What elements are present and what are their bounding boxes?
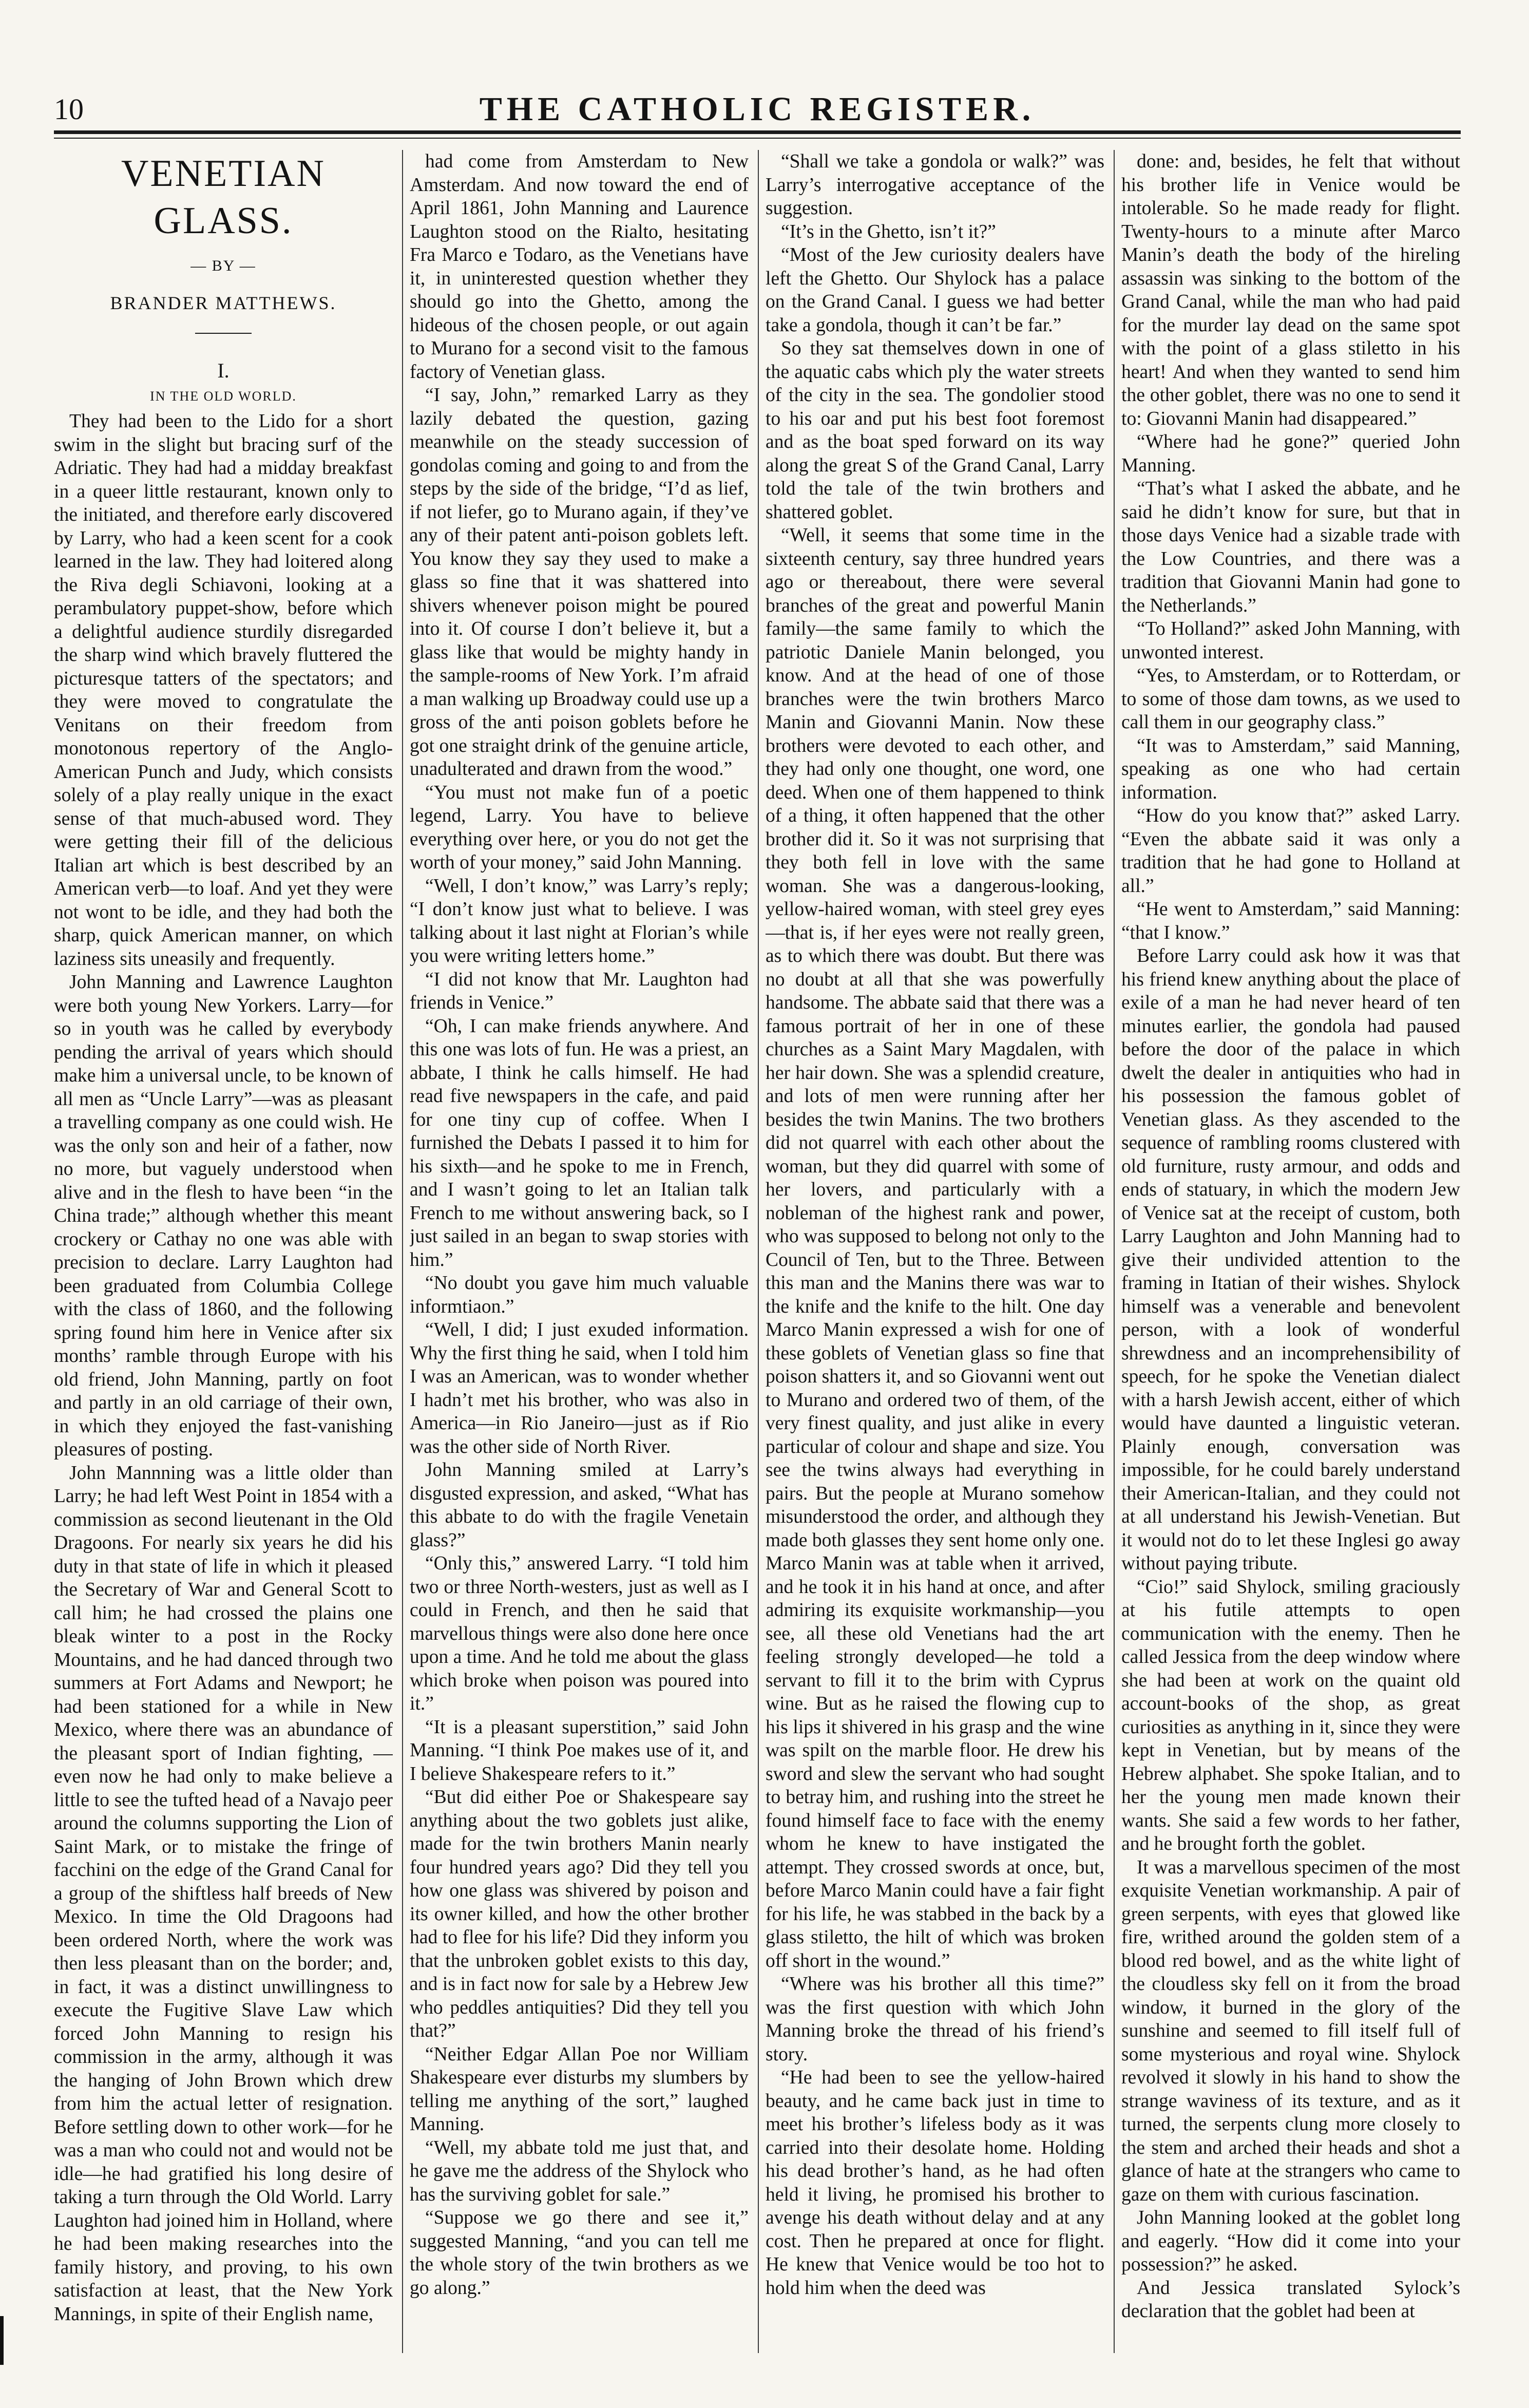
- paragraph: And Jessica translated Sylock’s declaration that the goblet had been at: [1121, 2277, 1460, 2322]
- paragraph: “Suppose we go there and see it,” suggested Manning, “and you can tell me the whole story of the twin brothers as we go along.”: [410, 2207, 749, 2299]
- paragraph: “You must not make fun of a poetic legend, Larry. You have to believe everything over here, or you do not get the worth of your money,” said John Manning.: [410, 782, 749, 873]
- author-name: BRANDER MATTHEWS.: [110, 293, 337, 313]
- paragraph: “No doubt you gave him much valuable informtiaon.”: [410, 1273, 749, 1317]
- column-1: [54, 150, 393, 2353]
- paragraph: “Most of the Jew curiosity dealers have left the Ghetto. Our Shylock has a palace on the Grand Canal. I guess we had better take a gondola, though it can’t be far.”: [766, 244, 1104, 336]
- paragraph: John Mannning was a little older than Larry; he had left West Point in 1854 with a commission as second lieutenant in the Old Dragoons. For nearly six years he did his duty in that state of life in which it pleased the Secretary of War and General Scott to call him; he had crossed the plains one bleak winter to a post in the Rocky Mountains, and he had danced through two summers at Fort Adams and Newport; he had been stationed for a while in New Mexico, where there was an abundance of the pleasant sport of Indian fighting, —even now he had only to make believe a little to see the tufted head of a Navajo peer around the columns supporting the Lion of Saint Mark, or to mistake the fringe of facchini on the edge of the Grand Canal for a group of the shiftless half breeds of New Mexico. In time the Old Dragoons had been ordered North, where the work was then less pleasant than on the border; and, in fact, it was a distinct unwillingness to execute the Fugitive Slave Law which forced John Manning to resign his commission in the army, although it was the hanging of John Brown which drew from him the actual letter of resignation. Before settling down to other work—for he was a man who could not and would not be idle—he had gratified his long desire of taking a turn through the Old World. Larry Laughton had joined him in Holland, where he had been making researches into the family history, and proving, to his own satisfaction at least, that the New York Mannings, in spite of their English name,: [54, 1462, 393, 2325]
- paragraph: John Manning looked at the goblet long and eagerly. “How did it come into your possession?” he asked.: [1121, 2207, 1460, 2275]
- paragraph: “I did not know that Mr. Laughton had friends in Venice.”: [410, 969, 749, 1013]
- column-body: [1121, 150, 1460, 2323]
- paragraph: “Neither Edgar Allan Poe nor William Shakespeare ever disturbs my slumbers by telling me anything of the sort,” laughed Manning.: [410, 2043, 749, 2135]
- paragraph: “I say, John,” remarked Larry as they lazily debated the question, gazing meanwhile on the steady succession of gondolas coming and going to and from the steps by the side of the bridge, “I’d as lief, if not liefer, go to Murano again, if they’ve any of their patent anti-poison goblets left. You know they say they used to make a glass so fine that it was shattered into shivers whenever poison might be poured into it. Of course I don’t believe it, but a glass like that would be mighty handy in the sample-rooms of New York. I’m afraid a man walking up Broadway could use up a gross of the anti poison goblets before he got one straight drink of the genuine article, unadulterated and drawn from the wood.”: [410, 385, 749, 780]
- paragraph: “But did either Poe or Shakespeare say anything about the two goblets just alike, made for the twin brothers Manin nearly four hundred years ago? Did they tell you how one glass was shivered by poison and its owner killed, and how the other brother had to flee for his life? Did they inform you that the unbroken goblet exists to this day, and is in fact now for sale by a Hebrew Jew who peddles antiquities? Did they tell you that?”: [410, 1787, 749, 2041]
- title-divider: [195, 333, 252, 334]
- margin-mark: [0, 2316, 4, 2365]
- paragraph: It was a marvellous specimen of the most exquisite Venetian workmanship. A pair of green serpents, with eyes that glowed like fire, writhed around the golden stem of a blood red bowel, and as the white light of the cloudless sky fell on it from the broad window, it burned in the glory of the sunshine and seemed to fill itself full of some mysterious and royal wine. Shylock revolved it slowly in his hand to show the strange waviness of its texture, and as it turned, the serpents clung more closely to the stem and arched their heads and shot a glance of hate at the strangers who came to gaze on them with curious fascination.: [1121, 1856, 1460, 2205]
- paragraph: “Shall we take a gondola or walk?” was Larry’s interrogative acceptance of the suggestion.: [766, 151, 1104, 219]
- column-2: [410, 150, 749, 2353]
- paragraph: “To Holland?” asked John Manning, with unwonted interest.: [1121, 618, 1460, 663]
- masthead: [54, 91, 1461, 127]
- column-divider: [402, 150, 403, 2353]
- paragraph: John Manning and Lawrence Laughton were both young New Yorkers. Larry—for so in youth was he called by everybody pending the arrival of years which should make him a universal uncle, to be known of all men as “Uncle Larry”—was as pleasant a travelling company as one could wish. He was the only son and heir of a father, now no more, but vaguely understood when alive and in the flesh to have been “in the China trade;” although whether this meant crockery or Cathay no one was able with precision to declare. Larry Laughton had been graduated from Columbia College with the class of 1860, and the following spring found him here in Venice after six months’ ramble through Europe with his old friend, John Manning, partly on foot and partly in an old carriage of their own, in which they enjoyed the fast-vanishing pleasures of posting.: [54, 972, 393, 1460]
- paragraph: “Well, I don’t know,” was Larry’s reply; “I don’t know just what to believe. I was talking about it last night at Florian’s while you were writing letters home.”: [410, 875, 749, 966]
- publication-title: THE CATHOLIC REGISTER.: [479, 90, 1036, 128]
- article-title: VENETIAN GLASS.: [121, 153, 326, 242]
- column-3: [766, 150, 1104, 2353]
- paragraph: So they sat themselves down in one of the aquatic cabs which ply the water streets of the city in the sea. The gondolier stood to his oar and put his best foot foremost and as the boat sped forward on its way along the great S of the Grand Canal, Larry told the tale of the twin brothers and shattered goblet.: [766, 338, 1104, 523]
- paragraph: “It was to Amsterdam,” said Manning, speaking as one who had certain information.: [1121, 735, 1460, 803]
- paragraph: “That’s what I asked the abbate, and he said he didn’t know for sure, but that in those days Venice had a sizable trade with the Low Countries, and there was a tradition that Giovanni Manin had gone to the Netherlands.”: [1121, 478, 1460, 616]
- paragraph: “He had been to see the yellow-haired beauty, and he came back just in time to meet his brother’s lifeless body as it was carried into their desolate home. Holding his dead brother’s hand, as he had often held it living, he promised his brother to avenge his death without delay and at any cost. Then he prepared at once for flight. He knew that Venice would be too hot to hold him when the deed was: [766, 2067, 1104, 2299]
- column-4: [1121, 150, 1460, 2353]
- masthead-rule: [54, 130, 1461, 134]
- section-title: IN THE OLD WORLD.: [150, 389, 297, 404]
- paragraph: “Where had he gone?” queried John Manning.: [1121, 431, 1460, 476]
- paragraph: “Well, I did; I just exuded information. Why the first thing he said, when I told him I was an American, was to wonder whether I hadn’t met his brother, who was also in America—in Rio Janeiro—just as if Rio was the other side of North River.: [410, 1319, 749, 1457]
- byline-by: — BY —: [190, 257, 256, 274]
- paragraph: “Yes, to Amsterdam, or to Rotterdam, or to some of those dam towns, as we used to call them in our geography class.”: [1121, 665, 1460, 733]
- paragraph: “It’s in the Ghetto, isn’t it?”: [781, 221, 996, 242]
- paragraph: “It is a pleasant superstition,” said John Manning. “I think Poe makes use of it, and I believe Shakespeare refers to it.”: [410, 1716, 749, 1785]
- column-body: [766, 150, 1104, 2300]
- column-divider: [1114, 150, 1115, 2353]
- page-number: 10: [54, 92, 84, 126]
- paragraph: “Well, my abbate told me just that, and he gave me the address of the Shylock who has the surviving goblet for sale.”: [410, 2137, 749, 2205]
- paragraph: done: and, besides, he felt that without his brother life in Venice would be intolerable. So he made ready for flight. Twenty-hours to a minute after Marco Manin’s death the body of the hireling assassin was sinking to the bottom of the Grand Canal, while the man who had paid for the murder lay dead on the same spot with the point of a glass stiletto in his heart! And when they wanted to send him the other goblet, there was no one to send it to: Giovanni Manin had disappeared.”: [1121, 151, 1460, 429]
- column-body: [54, 410, 393, 2326]
- paragraph: They had been to the Lido for a short swim in the slight but bracing surf of the Adriatic. They had had a midday breakfast in a queer little restaurant, known only to the initiated, and therefore early discovered by Larry, who had a keen scent for a cook learned in the law. They had loitered along the Riva degli Schiavoni, looking at a perambulatory puppet-show, before which a delightful audience sturdily disregarded the sharp wind which bravely fluttered the picturesque tatters of the spectators; and they were moved to congratulate the Venitans on their freedom from monotonous repertory of the Anglo-American Punch and Judy, which consists solely of a play really unique in the exact sense of that much-abused word. They were getting their fill of the delicious Italian art which is best described by an American verb—to loaf. And yet they were not wont to be idle, and they had both the sharp, quick American manner, on which laziness sits uneasily and frequently.: [54, 411, 393, 970]
- masthead-rule-thin: [54, 138, 1461, 139]
- paragraph: “He went to Amsterdam,” said Manning: “that I know.”: [1121, 899, 1460, 943]
- paragraph: “Cio!” said Shylock, smiling graciously at his futile attempts to open communication with the enemy. Then he called Jessica from the deep window where she had been at work on the quaint old account-books of the shop, as great curiosities as anything in it, since they were kept in Venetian, but by means of the Hebrew alphabet. She spoke Italian, and to her the young men made known their wants. She said a few words to her father, and he brought forth the goblet.: [1121, 1576, 1460, 1854]
- paragraph: John Manning smiled at Larry’s disgusted expression, and asked, “What has this abbate to do with the fragile Venetain glass?”: [410, 1459, 749, 1551]
- paragraph: Before Larry could ask how it was that his friend knew anything about the place of exile of a man he had never heard of ten minutes earlier, the gondola had paused before the door of the palace in which dwelt the dealer in antiquities who had in his possession the famous goblet of Venetian glass. As they ascended to the sequence of rambling rooms clustered with old furniture, rusty armour, and odds and ends of statuary, in which the modern Jew of Venice sat at the receipt of custom, both Larry Laughton and John Manning had to give their undivided attention to the framing in Itatian of their wishes. Shylock himself was a venerable and benevolent person, with a look of wonderful shrewdness and an incomprehensibility of speech, for he spoke the Venetian dialect with a harsh Jewish accent, either of which would have daunted a linguistic veteran. Plainly enough, conversation was impossible, for he could barely understand their American-Italian, and they could not at all understand his Jewish-Venetian. But it would not do to let these Inglesi go away without paying tribute.: [1121, 945, 1460, 1574]
- paragraph: “How do you know that?” asked Larry. “Even the abbate said it was only a tradition that he had gone to Holland at all.”: [1121, 805, 1460, 897]
- paragraph: “Well, it seems that some time in the sixteenth century, say three hundred years ago or thereabout, there were several branches of the great and powerful Manin family—the same family to which the patriotic Daniele Manin belonged, you know. And at the head of one of those branches were the twin brothers Marco Manin and Giovanni Manin. Now these brothers were devoted to each other, and they had only one thought, one word, one deed. When one of them happened to think of a thing, it often happened that the other brother did it. So it was not surprising that they both fell in love with the same woman. She was a dangerous-looking, yellow-haired woman, with steel grey eyes—that is, if her eyes were not really green, as to which there was doubt. But there was no doubt at all that she was powerfully handsome. The abbate said that there was a famous portrait of her in one of these churches as a Saint Mary Magdalen, with her hair down. She was a splendid creature, and lots of men were running after her besides the twin Manins. The two brothers did not quarrel with each other about the woman, but they did quarrel with some of her lovers, and particularly with a nobleman of the highest rank and power, who was supposed to belong not only to the Council of Ten, but to the Three. Between this man and the Manins there was war to the knife and the knife to the hilt. One day Marco Manin expressed a wish for one of these goblets of Venetian glass so fine that poison shatters it, and so Giovanni went out to Murano and ordered two of them, of the very finest quality, and just alike in every particular of colour and shape and size. You see the twins always had everything in pairs. But the people at Murano somehow misunderstood the order, and although they made both glasses they sent home only one. Marco Manin was at table when it arrived, and he took it in his hand at once, and after admiring its exquisite workmanship—you see, all these old Venetians had the art feeling strongly developed—he told a servant to fill it to the brim with Cyprus wine. But as he raised the flowing cup to his lips it shivered in his grasp and the wine was spilt on the marble floor. He drew his sword and slew the servant who had sought to betray him, and rushing into the street he found himself face to face with the enemy whom he knew to have instigated the attempt. They crossed swords at once, but, before Marco Manin could have a fair fight for his life, he was stabbed in the back by a glass stiletto, the hilt of which was broken off short in the wound.”: [766, 525, 1104, 1971]
- section-number: I.: [217, 359, 230, 382]
- paragraph: “Oh, I can make friends anywhere. And this one was lots of fun. He was a priest, an abbate, I think he calls himself. He had read five newspapers in the cafe, and paid for one tiny cup of coffee. When I furnished the Debats I passed it to him for his sixth—and he spoke to me in French, and I wasn’t going to let an Italian talk French to me without answering back, so I just sailed in an began to swap stories with him.”: [410, 1015, 749, 1271]
- paragraph: had come from Amsterdam to New Amsterdam. And now toward the end of April 1861, John Manning and Laurence Laughton stood on the Rialto, hesitating Fra Marco e Todaro, as the Venetians have it, in uninterested question whether they should go into the Ghetto, among the hideous of the chosen people, or out again to Murano for a second visit to the famous factory of Venetian glass.: [410, 151, 749, 383]
- paragraph: “Where was his brother all this time?” was the first question with which John Manning broke the thread of his friend’s story.: [766, 1974, 1104, 2065]
- column-body: [410, 150, 749, 2300]
- paragraph: “Only this,” answered Larry. “I told him two or three North-westers, just as well as I could in French, and then he said that marvellous things were also done here once upon a time. And he told me about the glass which broke when poison was poured into it.”: [410, 1553, 749, 1714]
- column-divider: [758, 150, 759, 2353]
